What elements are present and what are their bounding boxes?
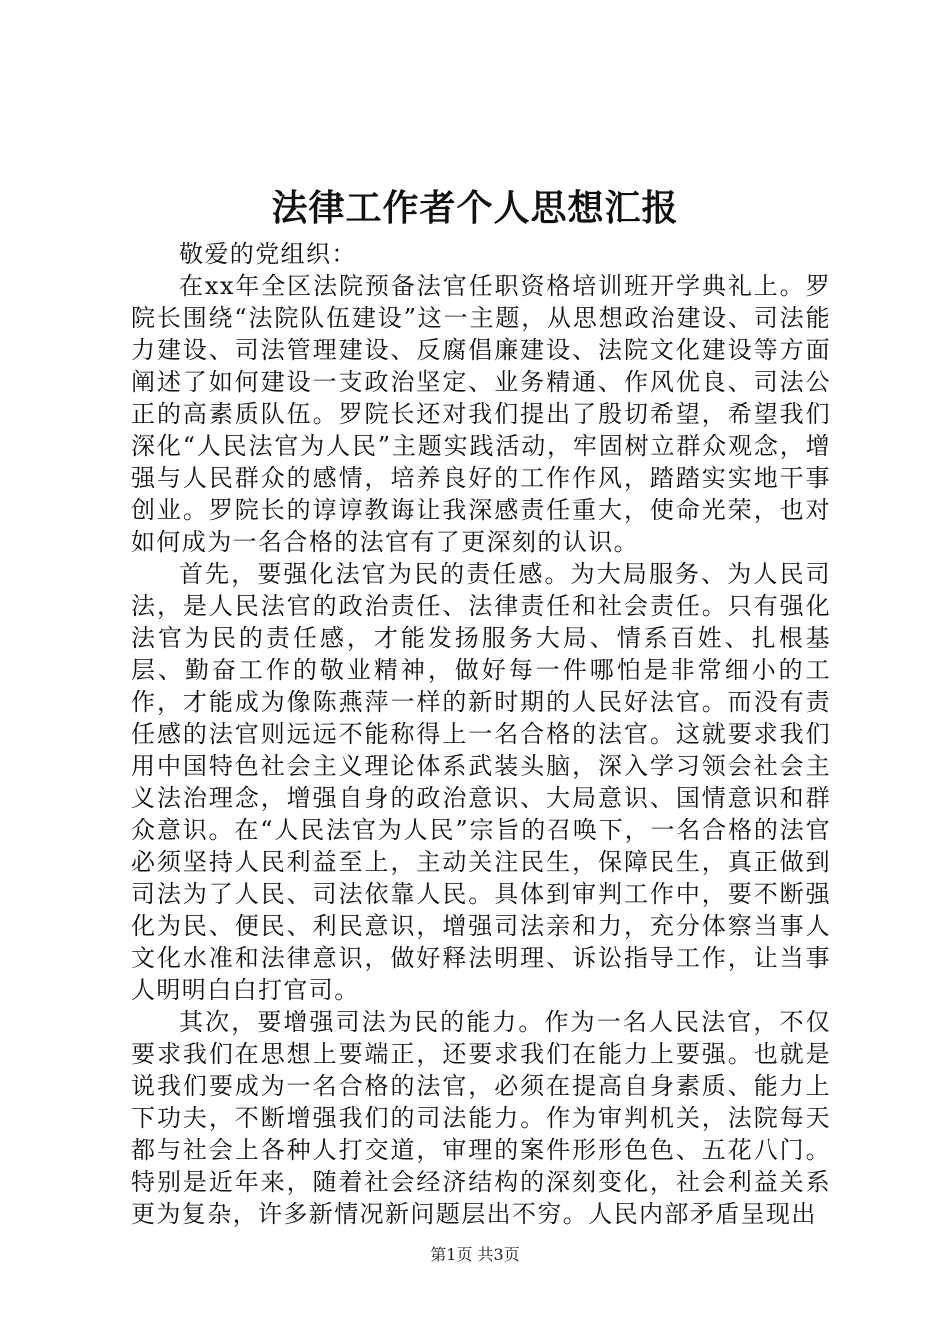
paragraph-second-point: 其次，要增强司法为民的能力。作为一名人民法官，不仅要求我们在思想上要端正，还要求我们在能力上要强。也就是说我们要成为一名合格的法官，必须在提高自身素质、能力上下功夫，不断增强我们的司法能力。作为审判机关，法院每天都与社会上各种人打交道，审理的案件形形色色、五花八门。特别是近年来，随着社会经济结构的深刻变化，社会利益关系更为复杂，许多新情况新问题层出不穷。人民内部矛盾呈现出 <box>131 1008 831 1228</box>
paragraph-intro: 在xx年全区法院预备法官任职资格培训班开学典礼上。罗院长围绕“法院队伍建设”这一主题，从思想政治建设、司法能力建设、司法管理建设、反腐倡廉建设、法院文化建设等方面阐述了如何建设一支政治坚定、业务精通、作风优良、司法公正的高素质队伍。罗院长还对我们提出了殷切希望，希望我们深化“人民法官为人民”主题实践活动，牢固树立群众观念，增强与人民群众的感情，培养良好的工作作风，踏踏实实地干事创业。罗院长的谆谆教诲让我深感责任重大，使命光荣，也对如何成为一名合格的法官有了更深刻的认识。 <box>131 272 831 556</box>
salutation: 敬爱的党组织： <box>179 240 357 268</box>
document-title: 法律工作者个人思想汇报 <box>271 187 679 229</box>
document-body <box>131 238 831 1230</box>
page-footer: 第1页 共3页 <box>430 1245 520 1264</box>
paragraph-first-point: 首先，要强化法官为民的责任感。为大局服务、为人民司法，是人民法官的政治责任、法律责任和社会责任。只有强化法官为民的责任感，才能发扬服务大局、情系百姓、扎根基层、勤奋工作的敬业精神，做好每一件哪怕是非常细小的工作，才能成为像陈燕萍一样的新时期的人民好法官。而没有责任感的法官则远远不能称得上一名合格的法官。这就要求我们用中国特色社会主义理论体系武装头脑，深入学习领会社会主义法治理念，增强自身的政治意识、大局意识、国情意识和群众意识。在“人民法官为人民”宗旨的召唤下，一名合格的法官必须坚持人民利益至上，主动关注民生，保障民生，真正做到司法为了人民、司法依靠人民。具体到审判工作中，要不断强化为民、便民、利民意识，增强司法亲和力，充分体察当事人文化水准和法律意识，做好释法明理、诉讼指导工作，让当事人明明白白打官司。 <box>131 560 831 1004</box>
